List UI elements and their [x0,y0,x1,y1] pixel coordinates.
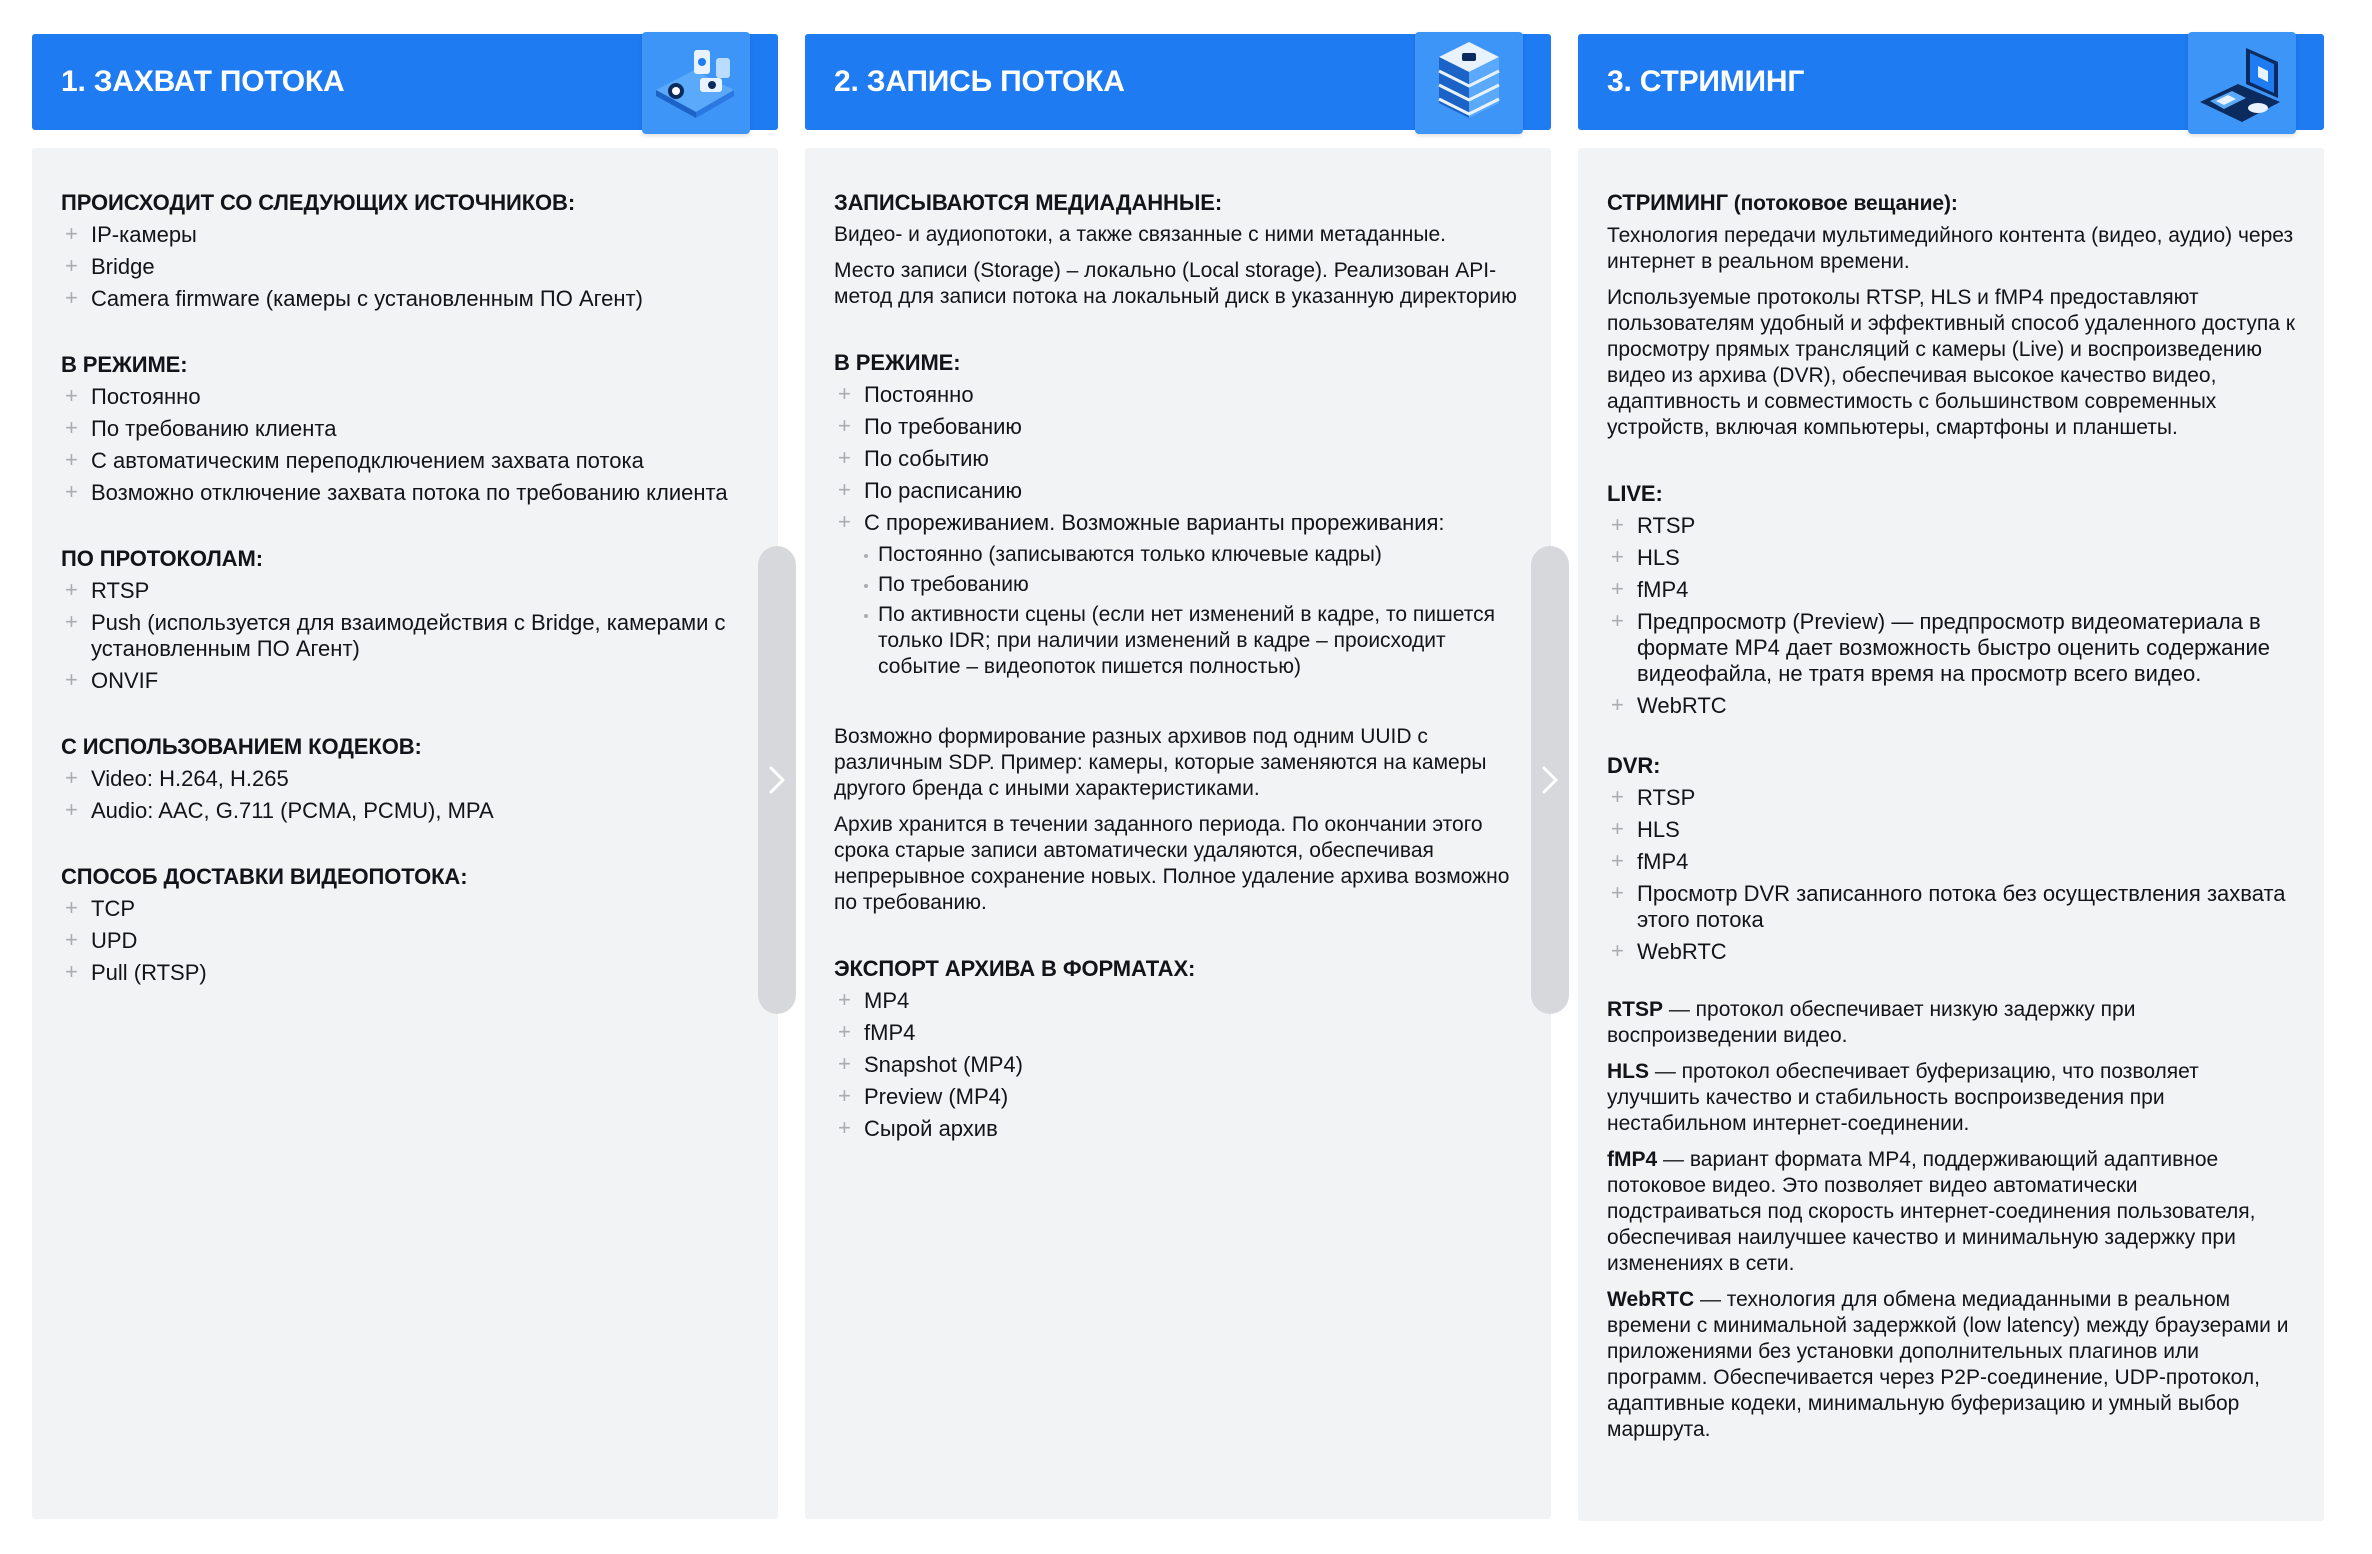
section-heading: В РЕЖИМЕ: [834,350,961,375]
list-item: + RTSP [61,578,750,604]
list-item: + Pull (RTSP) [61,960,750,986]
list-item: + Video: H.264, H.265 [61,766,750,792]
list-item: + WebRTC [1607,939,2296,965]
sub-list-item: По требованию [864,572,1523,598]
list-item: + Audio: AAC, G.711 (PCMA, PCMU), MPA [61,798,750,824]
list-item: + fMP4 [1607,849,2296,875]
monitor-streaming-icon [2188,32,2296,134]
list-item: + fMP4 [1607,577,2296,603]
section-heading: LIVE: [1607,481,1663,506]
column-header [1578,34,2324,130]
chevron-right-icon [767,765,787,795]
definition-term: fMP4 [1607,1148,1658,1171]
codecs-list [61,766,750,824]
list-item: + Preview (MP4) [834,1084,1523,1110]
list-item: + Предпросмотр (Preview) — предпросмотр видеоматериала в формате MP4 дает возможность быстро оценить содержание видеофайла, не тратя время на просмотр всего видео. [1607,609,2296,687]
list-item: + Camera firmware (камеры с установленным ПО Агент) [61,286,750,312]
column-header [32,34,778,130]
protocols-list [61,578,750,694]
list-item: + Просмотр DVR записанного потока без осуществления захвата этого потока [1607,881,2296,933]
definition-text: — вариант формата MP4, поддерживающий адаптивное потоковое видео. Это позволяет видео автоматически подстраиваться под скорость интернет-соединения пользователя, обеспечивая наилучшее качество и минимальную задержку при изменениях в сети. [1607,1148,2256,1275]
list-item: + HLS [1607,545,2296,571]
definition-text: — протокол обеспечивает буферизацию, что позволяет улучшить качество и стабильность воспроизведения при нестабильном интернет-соединении. [1607,1060,2199,1135]
thinning-list [864,542,1523,680]
paragraph: Место записи (Storage) – локально (Local storage). Реализован API-метод для записи потока на локальный диск в указанную директорию [834,259,1517,308]
column-body [805,148,1551,1519]
list-item: + WebRTC [1607,693,2296,719]
modes-list [834,382,1523,536]
list-item: + Возможно отключение захвата потока по требованию клиента [61,480,750,506]
section-heading: DVR: [1607,753,1661,778]
list-item: + По требованию [834,414,1523,440]
section-heading: В РЕЖИМЕ: [61,352,188,377]
list-item: + IP-камеры [61,222,750,248]
list-item: + Snapshot (MP4) [834,1052,1523,1078]
server-storage-icon [1415,32,1523,134]
sub-list-item: Постоянно (записываются только ключевые кадры) [864,542,1523,568]
column-header [805,34,1551,130]
section-heading [1607,190,2296,217]
column-streaming [1578,34,2324,1441]
section-heading: СПОСОБ ДОСТАВКИ ВИДЕОПОТОКА: [61,864,468,889]
section-heading: ПРОИСХОДИТ СО СЛЕДУЮЩИХ ИСТОЧНИКОВ: [61,190,576,215]
list-item: + Push (используется для взаимодействия с Bridge, камерами с установленным ПО Агент) [61,610,750,662]
paragraph: Возможно формирование разных архивов под одним UUID с различным SDP. Пример: камеры, которые заменяются на камеры другого бренда с иными характеристиками. [834,725,1487,800]
sub-list-item: По активности сцены (если нет изменений в кадре, то пишется только IDR; при наличии изменений в кадре – происходит событие – видеопоток пишется полностью) [864,602,1523,680]
section-heading: ЭКСПОРТ АРХИВА В ФОРМАТАХ: [834,956,1196,981]
list-item: + С прореживанием. Возможные варианты прореживания: [834,510,1523,536]
next-arrow [1531,546,1569,1014]
column-title: 2. ЗАПИСЬ ПОТОКА [834,65,1125,98]
paragraph: Архив хранится в течении заданного периода. По окончании этого срока старые записи автоматически удаляются, обеспечивая непрерывное сохранение новых. Полное удаление архива возможно по требованию. [834,813,1510,914]
definition-text: — технология для обмена медиаданными в реальном времени с минимальной задержкой (low latency) между браузерами и приложениями без установки дополнительных плагинов или программ. Обеспечивается через P2P-соединение, UDP-протокол, адаптивные кодеки, минимальную буферизацию и умный выбор маршрута. [1607,1288,2289,1441]
definition-fmp4 [1607,1147,2296,1277]
chevron-right-icon [1540,765,1560,795]
section-heading: ПО ПРОТОКОЛАМ: [61,546,263,571]
list-item: + По расписанию [834,478,1523,504]
list-item: + Сырой архив [834,1116,1523,1142]
column-recording [805,34,1551,1141]
definition-term: RTSP [1607,998,1664,1021]
definition-webrtc [1607,1287,2296,1443]
section-heading: С ИСПОЛЬЗОВАНИЕМ КОДЕКОВ: [61,734,422,759]
next-arrow [758,546,796,1014]
live-list [1607,513,2296,719]
list-item: + MP4 [834,988,1523,1014]
sources-list [61,222,750,312]
delivery-list [61,896,750,986]
column-body [32,148,778,1519]
paragraph: Используемые протоколы RTSP, HLS и fMP4 предоставляют пользователям удобный и эффективный способ удаленного доступа к просмотру прямых трансляций с камеры (Live) и воспроизведению видео из архива (DVR), обеспечивая высокое качество видео, адаптивность и совместимость с большинством современных устройств, включая компьютеры, смартфоны и планшеты. [1607,286,2295,439]
modes-list [61,384,750,506]
column-capture [32,34,778,985]
list-item: + По событию [834,446,1523,472]
list-item: + Bridge [61,254,750,280]
definition-term: HLS [1607,1060,1649,1083]
paragraph: Видео- и аудиопотоки, а также связанные с ними метаданные. [834,223,1446,246]
list-item: + fMP4 [834,1020,1523,1046]
definition-rtsp [1607,997,2296,1049]
column-title: 3. СТРИМИНГ [1607,65,1805,98]
dvr-list [1607,785,2296,965]
column-body [1578,148,2324,1521]
definition-hls [1607,1059,2296,1137]
export-list [834,988,1523,1142]
list-item: + HLS [1607,817,2296,843]
definition-term: WebRTC [1607,1288,1695,1311]
list-item: + ONVIF [61,668,750,694]
list-item: + RTSP [1607,785,2296,811]
list-item: + Постоянно [834,382,1523,408]
list-item: + С автоматическим переподключением захвата потока [61,448,750,474]
stream-heading-rest: (потоковое вещание): [1727,192,1958,215]
list-item: + Постоянно [61,384,750,410]
definition-text: — протокол обеспечивает низкую задержку при воспроизведении видео. [1607,998,2136,1047]
paragraph: Технология передачи мультимедийного контента (видео, аудио) через интернет в реальном времени. [1607,224,2294,273]
stream-heading-bold: СТРИМИНГ [1607,190,1728,215]
section-heading: ЗАПИСЫВАЮТСЯ МЕДИАДАННЫЕ: [834,190,1223,215]
list-item: + RTSP [1607,513,2296,539]
list-item: + UPD [61,928,750,954]
column-title: 1. ЗАХВАТ ПОТОКА [61,65,345,98]
list-item: + TCP [61,896,750,922]
list-item: + По требованию клиента [61,416,750,442]
camera-capture-icon [642,32,750,134]
